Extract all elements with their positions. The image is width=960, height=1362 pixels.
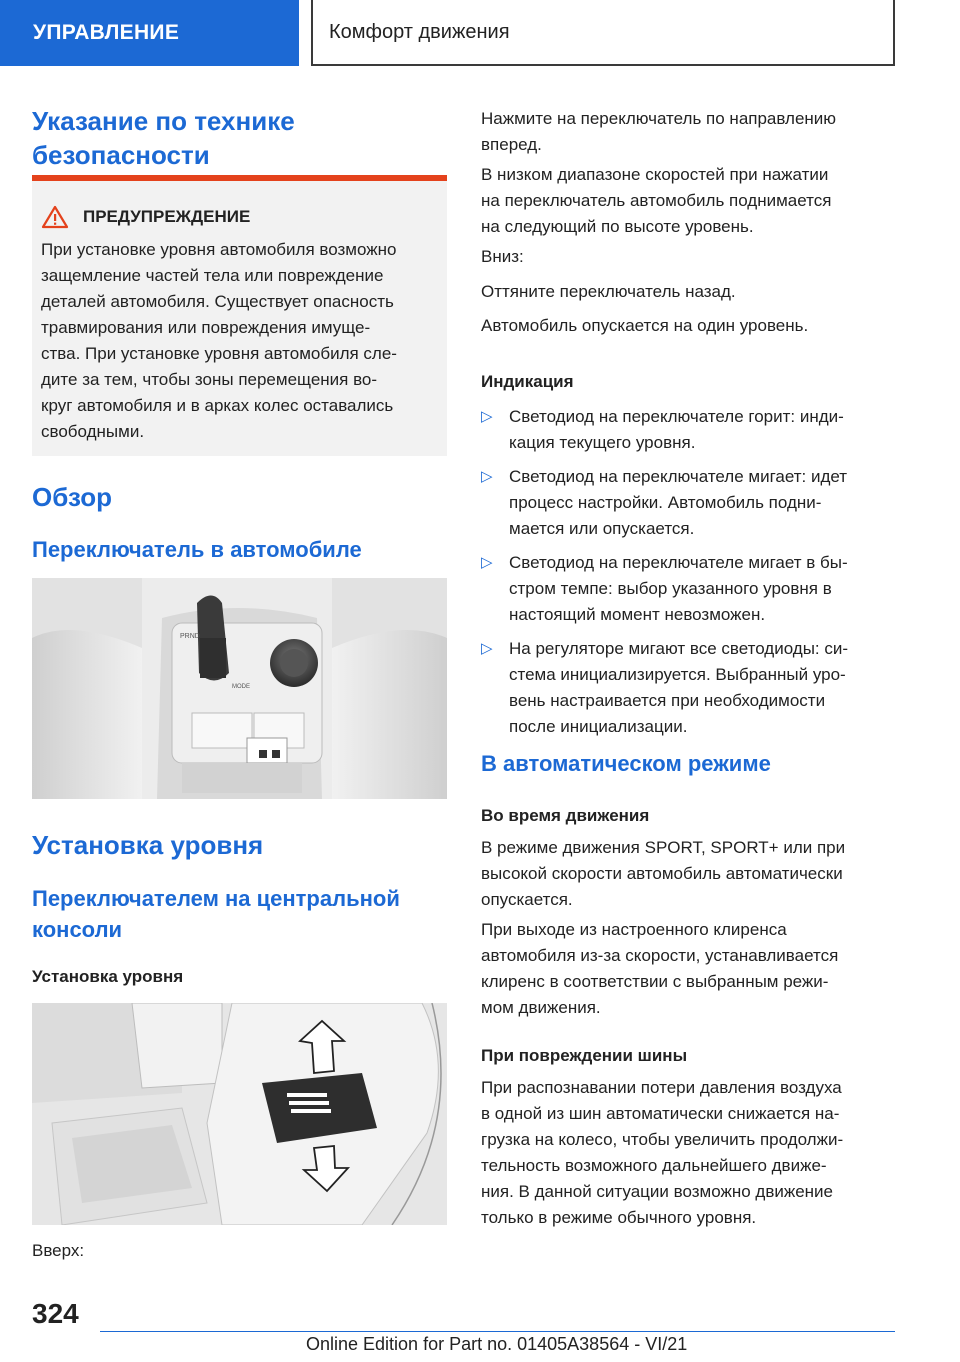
auto-mode-heading: В автоматическом режиме [481, 751, 771, 776]
svg-text:MODE: MODE [232, 684, 250, 690]
warning-text: При установке уровня автомобиля возможно защемление частей тела или повреждение деталей автомобиля. Существует опасность травмирования или повреждения имуще- ства. При установке уровня автомобиля сле- дите за тем, чтобы зоны перемещения во- круг автомобиля и в арках колес оставались свободными. [41, 240, 397, 441]
svg-text:PRND: PRND [180, 633, 200, 640]
page-number: 324 [32, 1298, 79, 1329]
right-para-1: Нажмите на переключатель по направлению вперед. [481, 109, 837, 154]
edition-text: Online Edition for Part no. 01405A38564 - VI/21 [306, 1334, 688, 1354]
overview-heading: Обзор [32, 482, 112, 512]
indication-list [481, 404, 901, 740]
indication-heading: Индикация [481, 372, 574, 391]
level-switch-figure [32, 1003, 447, 1225]
up-label: Вверх: [32, 1241, 85, 1260]
while-driving-heading: Во время движения [481, 806, 650, 825]
list-item: ▷ На регуляторе мигают все светодиоды: си- стема инициализируется. Выбранный уро- вень настраивается при необходимости после инициализации. [481, 636, 901, 740]
level-setting-subheading: Установка уровня [32, 967, 184, 986]
chapter-title: Комфорт движения [311, 0, 895, 66]
center-console-heading: Переключателем на центральной консоли [32, 886, 400, 942]
switch-in-car-heading: Переключатель в автомобиле [32, 537, 362, 562]
list-item: ▷ Светодиод на переключателе горит: инди- кация текущего уровня. [481, 404, 901, 456]
list-item: ▷ Светодиод на переключателе мигает: идет процесс настройки. Автомобиль подни- мается или опускается. [481, 464, 901, 542]
tire-damage-heading: При повреждении шины [481, 1046, 688, 1065]
right-para-6: При выходе из настроенного клиренса автомобиля из-за скорости, устанавливается клиренс в соответствии с выбранным режи- мом движения. [481, 920, 839, 1017]
down-label: Вниз: [481, 247, 524, 266]
level-setting-heading: Установка уровня [32, 830, 264, 860]
warning-box [32, 175, 447, 456]
safety-heading: Указание по технике безопасности [32, 106, 295, 170]
triangle-bullet-icon: ▷ [481, 408, 493, 425]
triangle-bullet-icon: ▷ [481, 640, 493, 657]
section-tab: УПРАВЛЕНИЕ [0, 0, 299, 66]
warning-triangle-icon [41, 205, 69, 229]
right-para-4: Автомобиль опускается на один уровень. [481, 316, 809, 335]
right-para-7: При распознавании потери давления воздуха в одной из шин автоматически снижается на- грузка на колесо, чтобы увеличить продолжи- тельность возможного дальнейшего движе- ния. В данной ситуации возможно движение только в режиме обычного уровня. [481, 1078, 844, 1227]
right-para-3: Оттяните переключатель назад. [481, 282, 736, 301]
list-item: ▷ Светодиод на переключателе мигает в бы- стром темпе: выбор указанного уровня в настоящий момент невозможен. [481, 550, 901, 628]
right-para-2: В низком диапазоне скоростей при нажатии на переключатель автомобиль поднимается на следующий по высоте уровень. [481, 165, 832, 236]
warning-title: ПРЕДУПРЕЖДЕНИЕ [83, 207, 251, 226]
footer-divider [100, 1331, 895, 1332]
right-para-5: В режиме движения SPORT, SPORT+ или при высокой скорости автомобиль автоматически опускается. [481, 838, 846, 909]
triangle-bullet-icon: ▷ [481, 468, 493, 485]
console-figure [32, 578, 447, 799]
triangle-bullet-icon: ▷ [481, 554, 493, 571]
